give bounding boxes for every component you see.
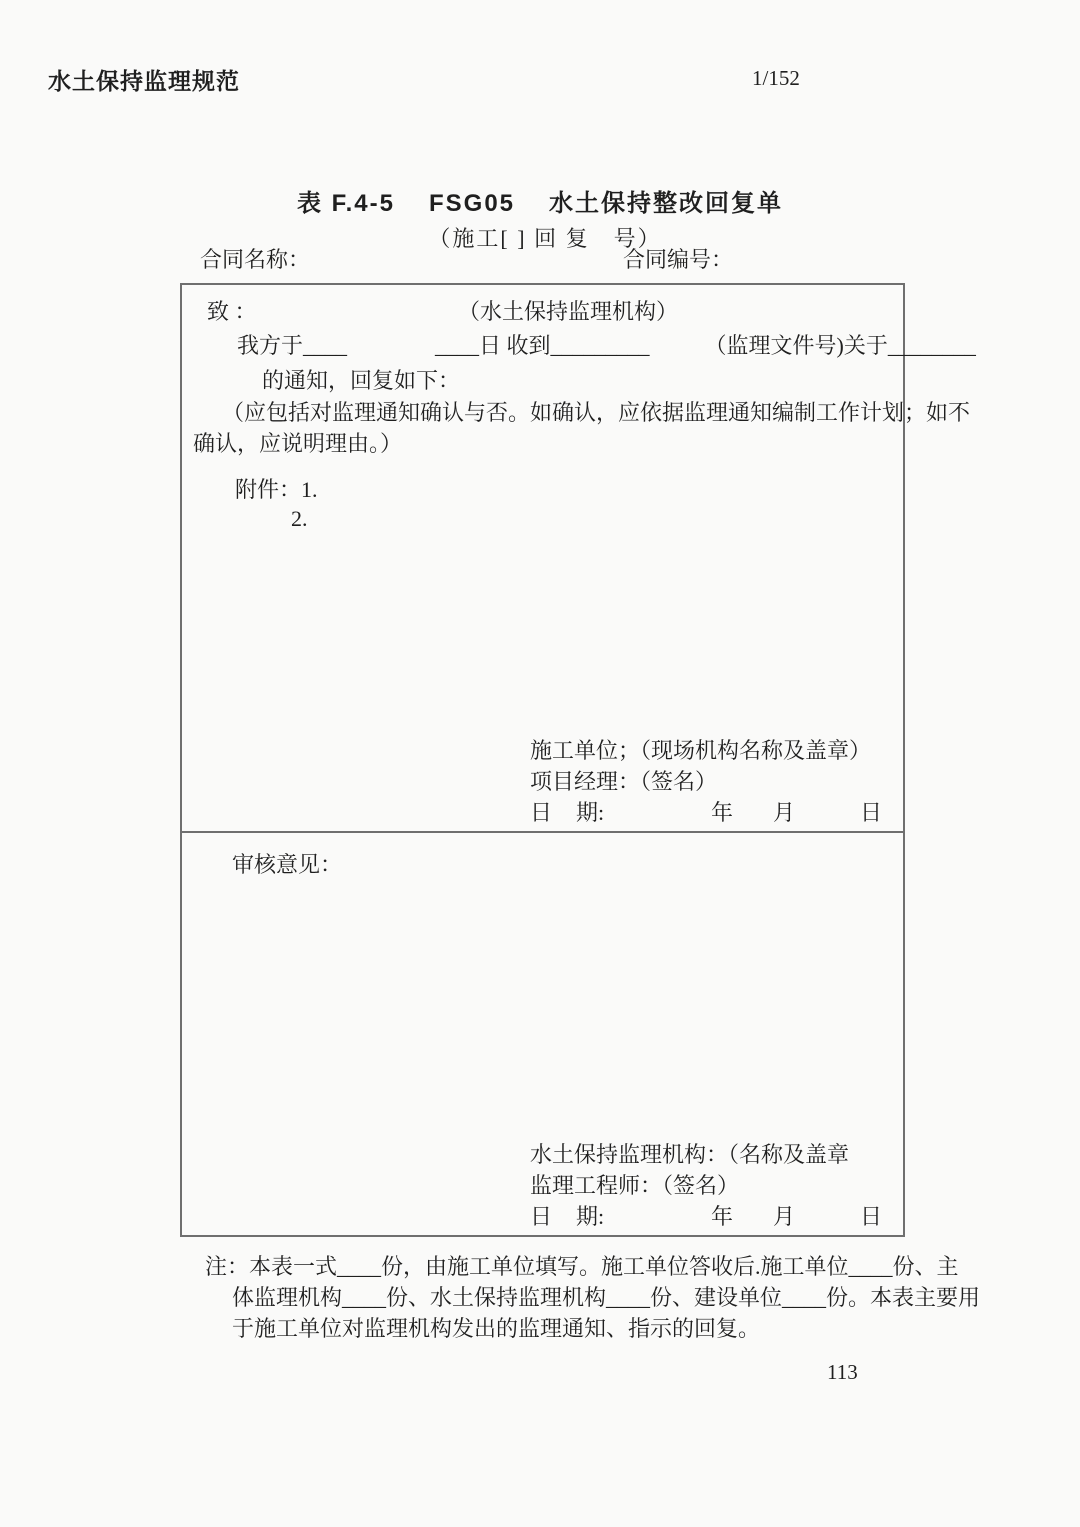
to-organization-hint: （水土保持监理机构） bbox=[458, 299, 679, 324]
date-word-day: 日 bbox=[860, 800, 883, 825]
attachment-item-1: 附件：1. bbox=[235, 477, 318, 502]
supervision-org-line: 水土保持监理机构：（名称及盖章 bbox=[530, 1142, 850, 1167]
section-divider-line bbox=[180, 831, 905, 833]
review-opinion-label: 审核意见： bbox=[232, 852, 343, 877]
date-word-qi: 期: bbox=[576, 800, 605, 825]
date-word-year: 年 bbox=[711, 1204, 734, 1229]
form-table-number: 表 F.4-5 bbox=[296, 190, 395, 217]
date-word-month: 月 bbox=[773, 1204, 796, 1229]
supervisor-date-line bbox=[530, 1200, 890, 1231]
footnote-line-3: 于施工单位对监理机构发出的监理通知、指示的回复。 bbox=[232, 1316, 761, 1341]
document-header-title: 水土保持监理规范 bbox=[48, 68, 240, 94]
instruction-line-2: 确认，应说明理由。） bbox=[193, 431, 403, 456]
instruction-line-1: （应包括对监理通知确认与否。如确认，应依据监理通知编制工作计划；如不 bbox=[222, 400, 971, 425]
page-number: 113 bbox=[827, 1360, 858, 1384]
form-subtitle: （施工[ ] 回 复 号） bbox=[428, 226, 662, 251]
contract-name-label: 合同名称： bbox=[200, 247, 311, 272]
form-name: 水土保持整改回复单 bbox=[549, 190, 784, 217]
date-word-qi: 期: bbox=[576, 1204, 605, 1229]
date-word-ri: 日 bbox=[530, 800, 553, 825]
to-label: 致 ： bbox=[207, 299, 257, 324]
date-word-year: 年 bbox=[711, 800, 734, 825]
project-manager-line: 项目经理：（签名） bbox=[530, 769, 718, 794]
form-border-box bbox=[180, 283, 976, 1237]
contractor-signature-block bbox=[530, 734, 890, 827]
received-blank-line: 我方于____ ____日 收到_________ （监理文件号)关于________ bbox=[237, 333, 976, 358]
notice-reply-line: 的通知，回复如下： bbox=[262, 368, 461, 393]
form-code: FSG05 bbox=[429, 190, 516, 217]
contract-number-label: 合同编号： bbox=[623, 247, 734, 272]
supervision-engineer-line: 监理工程师：（签名） bbox=[530, 1173, 740, 1198]
contractor-unit-line: 施工单位；（现场机构名称及盖章） bbox=[530, 738, 872, 763]
form-title bbox=[0, 183, 1080, 218]
supervisor-signature-block bbox=[530, 1138, 890, 1231]
date-word-month: 月 bbox=[773, 800, 796, 825]
date-word-ri: 日 bbox=[530, 1204, 553, 1229]
date-word-day: 日 bbox=[860, 1204, 883, 1229]
page-indicator: 1/152 bbox=[752, 66, 800, 90]
contractor-date-line bbox=[530, 796, 890, 827]
footnote-line-1: 注：本表一式____份，由施工单位填写。施工单位答收后.施工单位____份、主 bbox=[205, 1254, 959, 1279]
footnote-line-2: 体监理机构____份、水土保持监理机构____份、建设单位____份。本表主要用 bbox=[232, 1285, 981, 1310]
attachment-item-2: 2. bbox=[291, 506, 308, 531]
